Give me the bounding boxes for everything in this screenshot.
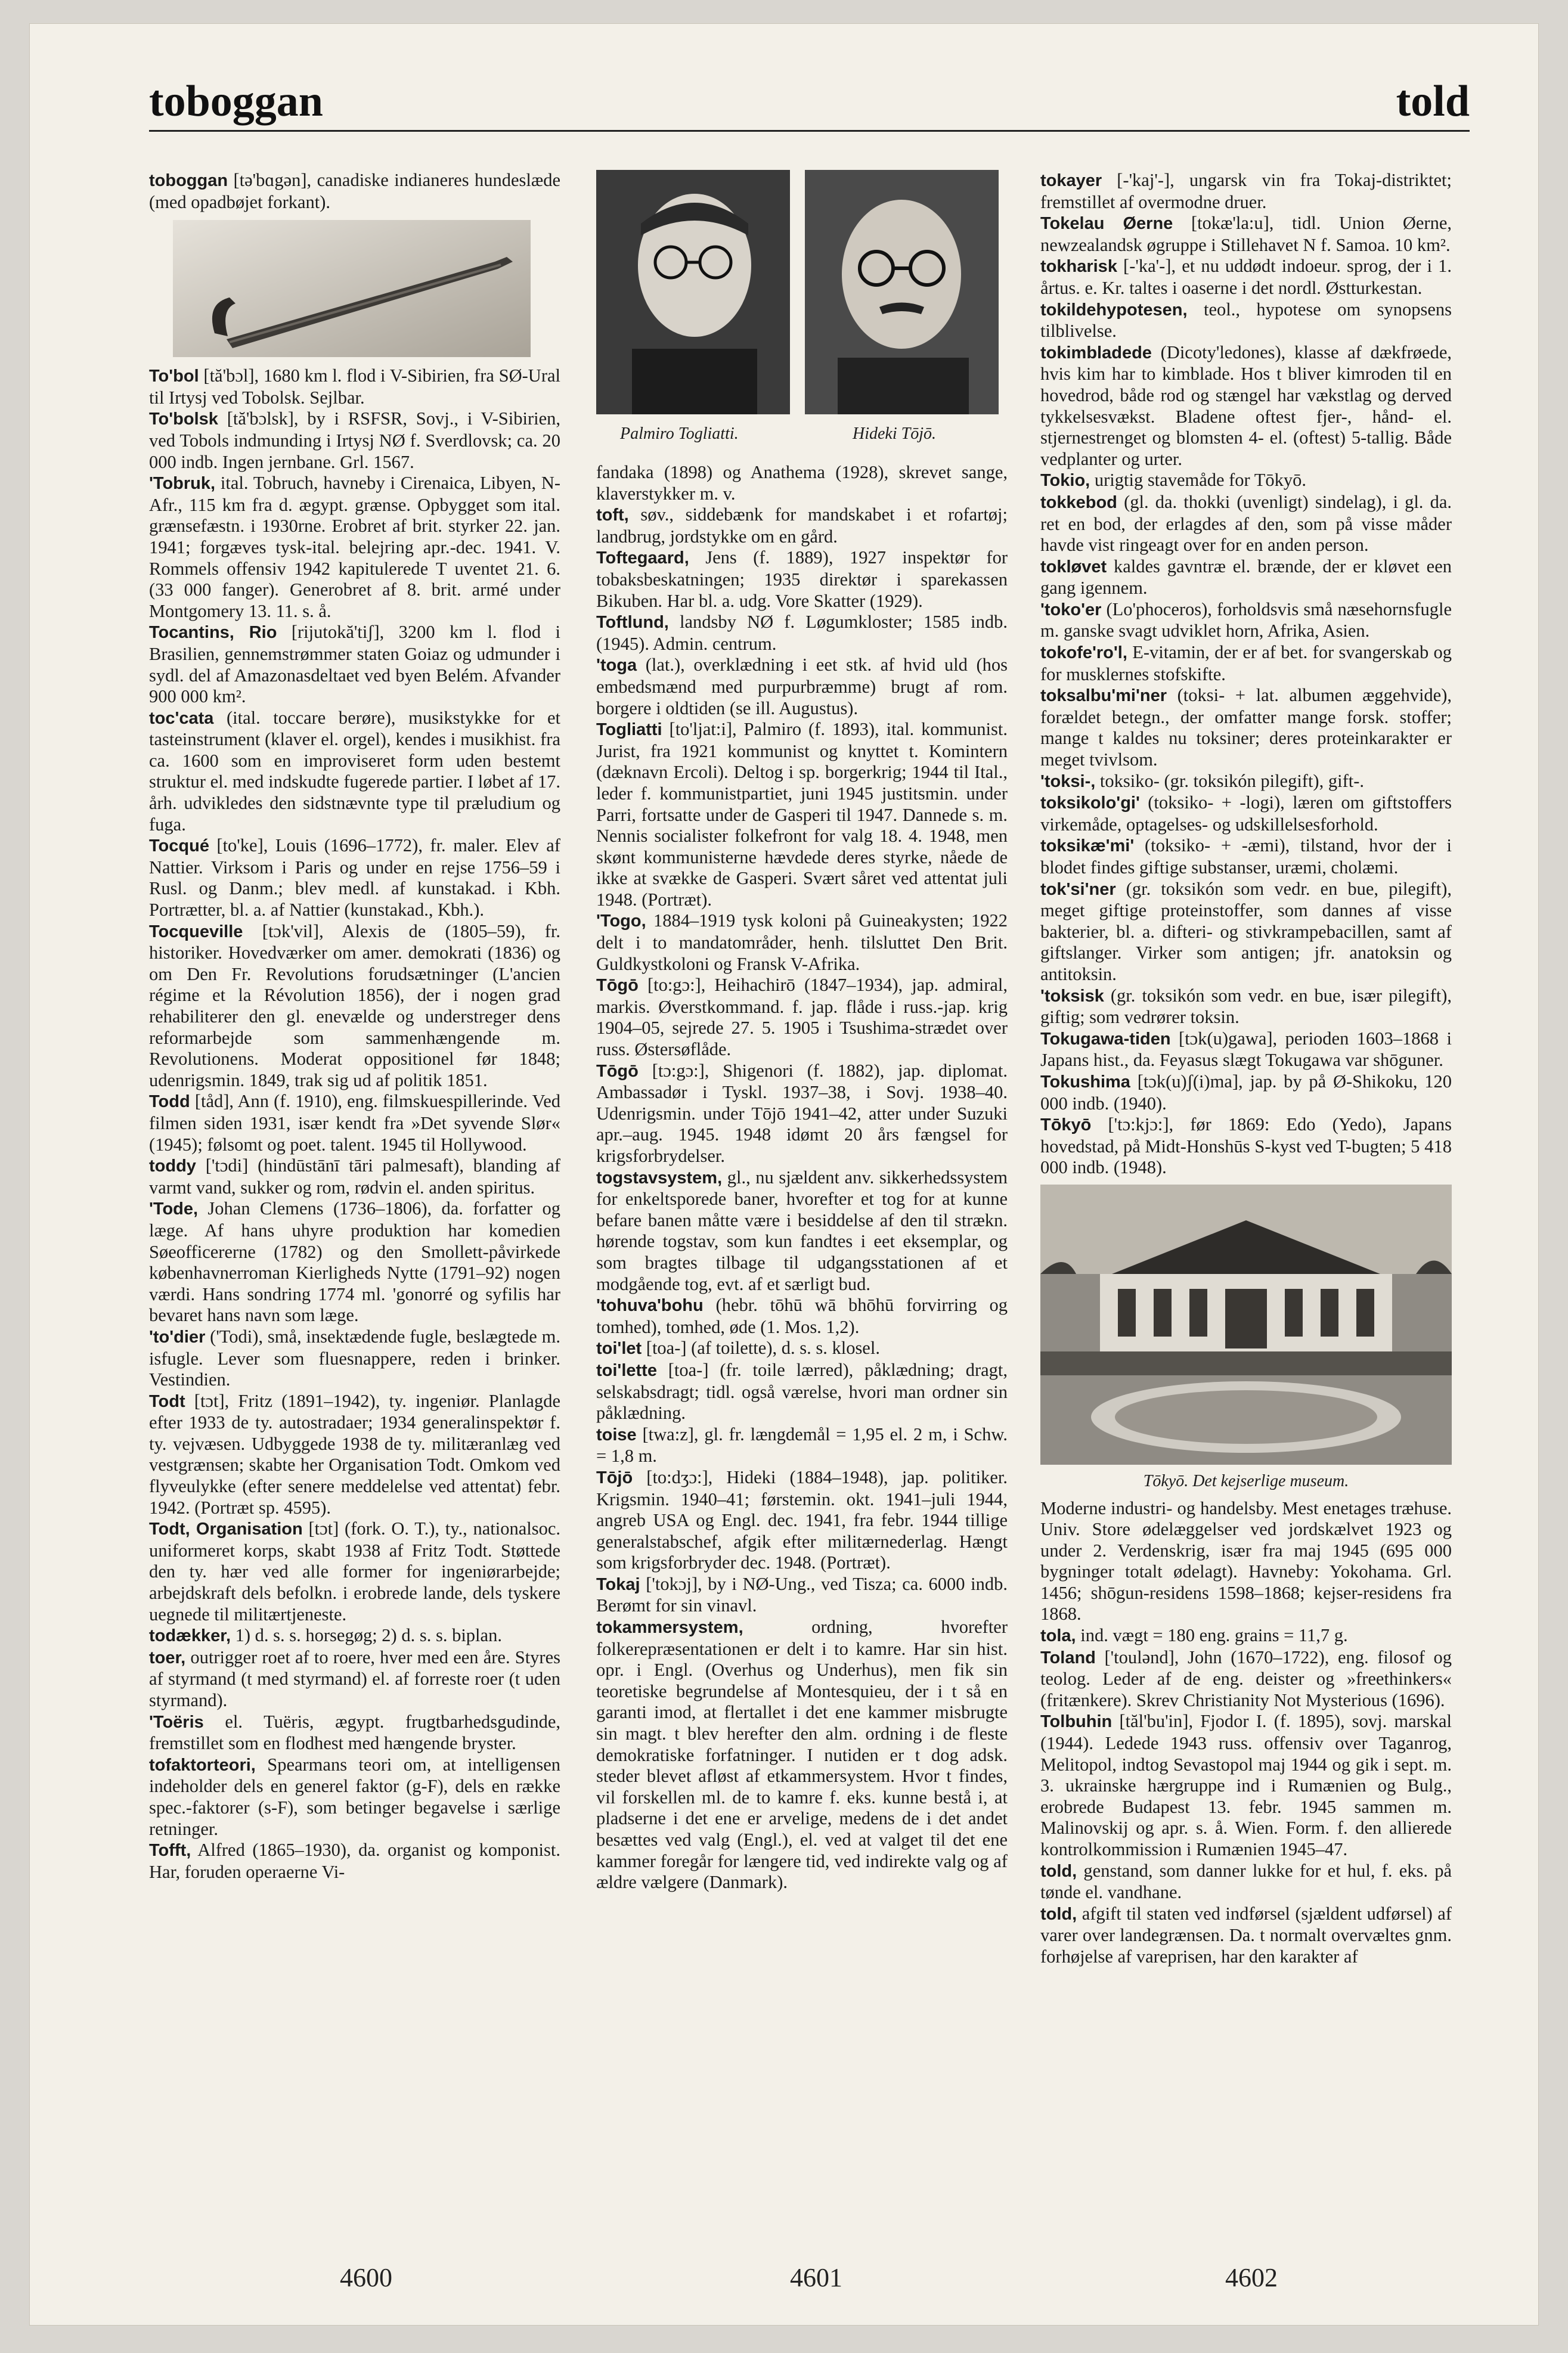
tojo-portrait bbox=[805, 170, 999, 414]
entry-headword: Tokio, bbox=[1040, 471, 1090, 491]
dictionary-entry bbox=[149, 1518, 560, 1625]
toboggan-sled-image bbox=[173, 220, 531, 357]
entry-definition: (Lo'phoceros), forholdsvis små næsehornsfugle m. ganske svagt udviklet horn, Afrika, Asien. bbox=[1040, 599, 1452, 641]
entry-definition: [to'ke], Louis (1696–1772), fr. maler. Elev af Nattier. Virksom i Paris og under en rejse 1756–59 i Rusl. og Danm.; blev medl. af kunstakad. i Kbh. Portrætter, bl. a. af Nattier (kunstakad., Kbh.). bbox=[149, 835, 560, 920]
dictionary-entry bbox=[596, 975, 1008, 1060]
entry-headword: Tocantins, Rio bbox=[149, 623, 277, 643]
entry-headword: Tōgō bbox=[596, 976, 639, 996]
entry-headword: tofaktorteori, bbox=[149, 1755, 256, 1775]
entry-definition: Spearmans teori om, at intelligensen indeholder dels en generel faktor (g-F), dels en række spec.-faktorer (s-F), som betinger begavelse i særlige retninger. bbox=[149, 1754, 560, 1839]
dictionary-entry bbox=[1040, 1861, 1452, 1904]
dictionary-entry bbox=[149, 1391, 560, 1519]
entry-headword: togstavsystem, bbox=[596, 1168, 723, 1188]
dictionary-entry bbox=[1040, 1904, 1452, 1968]
dictionary-entry bbox=[1040, 1071, 1452, 1114]
entry-headword: Toland bbox=[1040, 1648, 1096, 1667]
entry-headword: tokharisk bbox=[1040, 257, 1117, 277]
dictionary-entry bbox=[1040, 685, 1452, 770]
dictionary-entry bbox=[149, 365, 560, 408]
entry-definition: kaldes gavntræ el. brænde, der er kløvet een gang igennem. bbox=[1040, 556, 1452, 599]
dictionary-entry bbox=[1040, 299, 1452, 342]
dictionary-entry bbox=[149, 1155, 560, 1198]
header-rule bbox=[149, 130, 1470, 132]
dictionary-entry bbox=[1040, 771, 1452, 793]
entry-headword: tok'si'ner bbox=[1040, 879, 1116, 899]
entry-definition: [tɔk(u)ʃ(i)ma], jap. by på Ø-Shikoku, 120 000 indb. (1940). bbox=[1040, 1071, 1452, 1114]
entry-headword: To'bolsk bbox=[149, 410, 218, 429]
entry-definition: [toa-] (fr. toile lærred), påklædning; dragt, selskabsdragt; tidl. også værelse, hvori man ordner sin påklædning. bbox=[596, 1359, 1008, 1424]
dictionary-entry bbox=[149, 1625, 560, 1647]
entry-definition: (Dicoty'ledones), klasse af dækfrøede, hvis kim har to kimblade. Hos t bliver kimroden til en hovedrod, både rod og stængel har vækstlag og derved tykkelsesvækst. Bladene oftest fjer-, hånd- el. stjernestrenget og blomsten 4- el. (oftest) 5-tallig. Både vedplanter og urter. bbox=[1040, 342, 1452, 469]
page-number-1: 4600 bbox=[340, 2263, 392, 2292]
dictionary-entry bbox=[1040, 792, 1452, 835]
entry-definition: ['toulənd], John (1670–1722), eng. filosof og teolog. Leder af de eng. deister og »freethinkers« (fritænkere). Skrev Christianity Not Mysterious (1696). bbox=[1040, 1647, 1452, 1710]
entry-definition: (lat.), overklædning i eet stk. af hvid uld (hos embedsmænd med purpurbræmme) brugt af rom. borgere i oldtiden (se ill. Augustus). bbox=[596, 655, 1008, 718]
entry-headword: Tōgō bbox=[596, 1061, 639, 1081]
entry-headword: 'Tode, bbox=[149, 1199, 199, 1219]
entry-definition: [tɔt], Fritz (1891–1942), ty. ingeniør. Planlagde efter 1933 de ty. autostradaer; 1934 generalinspektør f. ty. vejvæsen. Udbyggede 1938 de ty. militæranlæg ved vestgrænsen; skabte her Organisation Todt. Omkom ved flyveulykke (efter senere meddelelse ved attentat) febr. 1942. (Portræt sp. 4595). bbox=[149, 1390, 560, 1518]
entry-definition: [toa-] (af toilette), d. s. s. klosel. bbox=[642, 1338, 880, 1359]
dictionary-entry bbox=[149, 473, 560, 622]
entry-definition: Jens (f. 1889), 1927 inspektør for tobaksbeskatningen; 1935 direktør i sparekassen Bikuben. Har bl. a. udg. Vore Skatter (1929). bbox=[596, 547, 1008, 611]
entry-headword: Tōkyō bbox=[1040, 1115, 1092, 1135]
dictionary-entry bbox=[1040, 213, 1452, 256]
dictionary-entry bbox=[149, 170, 560, 213]
tojo-caption: Hideki Tōjō. bbox=[853, 424, 936, 443]
dictionary-entry bbox=[1040, 879, 1452, 985]
dictionary-entry bbox=[1040, 470, 1452, 492]
entry-definition: [tɔt] (fork. O. T.), ty., nationalsoc. uniformeret korps, skabt 1938 af Fritz Todt. Støttede den ty. hær ved alle former for ingeniørarbejde; arbejdskraft dels befolkn. i erobrede lande, dels tyskere uegnede til militærtjeneste. bbox=[149, 1518, 560, 1625]
column-2 bbox=[596, 170, 1008, 2197]
entry-headword: 'toko'er bbox=[1040, 600, 1102, 619]
entry-definition: [-'kaj'-], ungarsk vin fra Tokaj-distriktet; fremstillet af overmodne druer. bbox=[1040, 170, 1452, 212]
entry-headword: Togliatti bbox=[596, 720, 662, 740]
entry-definition: [tă'bɔlsk], by i RSFSR, Sovj., i V-Sibirien, ved Tobols indmunding i Irtysj NØ f. Sverdlovsk; ca. 20 000 indb. Ingen jernbane. Grl. 1567. bbox=[149, 408, 560, 472]
dictionary-entry bbox=[596, 1061, 1008, 1167]
entry-definition: ['tokɔj], by i NØ-Ung., ved Tisza; ca. 6000 indb. Berømt for sin vinavl. bbox=[596, 1573, 1008, 1616]
dictionary-entry bbox=[1040, 1114, 1452, 1179]
column-3 bbox=[1040, 170, 1452, 2197]
entry-headword: 'toga bbox=[596, 656, 637, 675]
running-head-left: toboggan bbox=[149, 77, 323, 126]
entry-definition: toksiko- (gr. toksikón pilegift), gift-. bbox=[1095, 770, 1364, 791]
dictionary-entry bbox=[149, 835, 560, 920]
entry-definition: [tə'bɑgən], canadiske indianeres hundeslæde (med opadbøjet forkant). bbox=[149, 170, 560, 212]
dictionary-entry bbox=[149, 1754, 560, 1840]
entry-headword: tokløvet bbox=[1040, 557, 1107, 576]
entry-headword: 'toksi-, bbox=[1040, 771, 1096, 791]
entry-definition: teol., hypotese om synopsens tilblivelse. bbox=[1040, 299, 1452, 342]
entry-headword: toer, bbox=[149, 1648, 186, 1667]
entry-definition: outrigger roet af to roere, hver med een åre. Styres af styrmand (t med styrmand) el. af forreste roer (t uden styrmand). bbox=[149, 1647, 560, 1710]
dictionary-entry bbox=[596, 910, 1008, 975]
dictionary-entry bbox=[1040, 1647, 1452, 1712]
running-head-right: told bbox=[1396, 77, 1470, 126]
entry-headword: tokayer bbox=[1040, 171, 1102, 190]
entry-definition: ['tɔdi] (hindūstānī tāri palmesaft), blanding af varmt vand, sukker og rom, rødvin el. anden spiritus. bbox=[149, 1155, 560, 1198]
entry-headword: Tocqueville bbox=[149, 922, 243, 941]
entry-headword: tokofe'ro'l, bbox=[1040, 643, 1127, 663]
dictionary-entry bbox=[1040, 642, 1452, 685]
entry-definition: landsby NØ f. Løgumkloster; 1585 indb. (1945). Admin. centrum. bbox=[596, 612, 1008, 654]
dictionary-entry bbox=[149, 708, 560, 836]
togliatti-caption: Palmiro Togliatti. bbox=[620, 424, 739, 443]
entry-headword: Tokugawa-tiden bbox=[1040, 1029, 1171, 1049]
entry-definition: [to:gɔ:], Heihachirō (1847–1934), jap. admiral, markis. Øverstkommand. f. jap. flåde i russ.-jap. krig 1904–05, sejrede 27. 5. 1905 i Tsushima-strædet over russ. Østersøflåde. bbox=[596, 975, 1008, 1060]
dictionary-entry bbox=[1040, 1498, 1452, 1626]
dictionary-entry bbox=[596, 1617, 1008, 1893]
page-number-3: 4602 bbox=[1225, 2263, 1278, 2292]
entry-definition: ['tɔ:kjɔ:], før 1869: Edo (Yedo), Japans hovedstad, på Midt-Honshūs S-kyst ved T-bugten; 5 418 000 indb. (1948). bbox=[1040, 1114, 1452, 1178]
dictionary-entry bbox=[596, 1338, 1008, 1360]
entry-headword: 'to'dier bbox=[149, 1327, 206, 1347]
entry-headword: Tokelau Øerne bbox=[1040, 214, 1173, 234]
entry-headword: Toftegaard, bbox=[596, 548, 689, 568]
entry-definition: el. Tuëris, ægypt. frugtbarhedsgudinde, fremstillet som en flodhest med hængende bryster. bbox=[149, 1711, 560, 1754]
entry-headword: tokammersystem, bbox=[596, 1618, 743, 1638]
entry-definition: [tăl'bu'in], Fjodor I. (f. 1895), sovj. marskal (1944). Ledede 1943 russ. offensiv over Taganrog, Melitopol, indtog Sevastopol maj 1944 og gik i sept. m. 3. ukrainske hærgruppe ind i Rumænien og Bulg., erobrede Budapest 13. febr. 1945 sammen m. Malinovskij og apr. s. å. Wien. Form. f. den allierede kontrolkommission i Rumænien 1945–47. bbox=[1040, 1711, 1452, 1859]
dictionary-entry bbox=[596, 462, 1008, 504]
entry-definition: ordning, hvorefter folkerepræsentationen er delt i to kamre. Har sin hist. opr. i Engl. (Overhus og Underhus), men fik sin teoretiske begrundelse af Montesquieu, der i t så en garanti imod, at flertallet i det ene kammer misbrugte sin magt. t blev herefter den alm. ordning i de fleste demokratiske forfatninger. I nutiden er t dog adsk. steder blevet afløst af etkammersystem. Hvor t findes, vil forskellen ml. de to kamre f. eks. kunne bestå i, at pladserne i det ene er arvelige, medens de i det andet besættes ved valg (Engl.), el. ved at valget til det ene kammer foregår for længere tid, ved indirekte valg og af ældre vælgere (Danmark). bbox=[596, 1617, 1008, 1893]
entry-definition: E-vitamin, der er af bet. for svangerskab og for musklernes stofskifte. bbox=[1040, 642, 1452, 684]
entry-headword: toi'let bbox=[596, 1339, 642, 1359]
entry-headword: Todt, Organisation bbox=[149, 1520, 303, 1539]
entry-definition: [tɔk'vil], Alexis de (1805–59), fr. historiker. Hovedværker om amer. demokrati (1836) og om Den Fr. Revolutions forudsætninger (L'ancien régime et la Révolution 1856), der i nogen grad rehabiliterer den gl. enevælde og understreger dens reformarbejde som sammenhængende m. Revolutionens. Moderat oppositionel før 1848; udenrigsmin. 1849, trak sig ud af politik 1851. bbox=[149, 920, 560, 1090]
tokyo-caption: Tōkyō. Det kejserlige museum. bbox=[1143, 1471, 1349, 1490]
dictionary-entry bbox=[596, 1424, 1008, 1467]
entry-definition: genstand, som danner lukke for et hul, f. eks. på tønde el. vandhane. bbox=[1040, 1860, 1452, 1903]
entry-definition: [tɔk(u)gawa], perioden 1603–1868 i Japans hist., da. Feyasus slægt Tokugawa var shōguner. bbox=[1040, 1028, 1452, 1071]
entry-headword: Tōjō bbox=[596, 1468, 633, 1487]
entry-definition: (gr. toksikón som vedr. en bue, især pilegift), giftig; som vedrører toksin. bbox=[1040, 985, 1452, 1028]
column-1 bbox=[149, 170, 560, 2197]
entry-definition: [twa:z], gl. fr. længdemål = 1,95 el. 2 m, i Schw. = 1,8 m. bbox=[596, 1424, 1008, 1467]
dictionary-entry bbox=[596, 1167, 1008, 1295]
entry-definition: ('Todi), små, insektædende fugle, beslægtede m. isfugle. Lever som fluesnappere, reden i brinker. Vestindien. bbox=[149, 1326, 560, 1390]
entry-definition: [rijutokă'tiʃ], 3200 km l. flod i Brasilien, gennemstrømmer staten Goiaz og udmunder i sydl. del af Amazonasdeltaet ved byen Belém. Afvander 900 000 km². bbox=[149, 622, 560, 707]
dictionary-entry bbox=[596, 547, 1008, 612]
entry-headword: toft, bbox=[596, 506, 629, 525]
entry-headword: Toftlund, bbox=[596, 613, 669, 633]
dictionary-entry bbox=[149, 1840, 560, 1883]
dictionary-entry bbox=[1040, 342, 1452, 470]
dictionary-entry bbox=[1040, 1711, 1452, 1860]
entry-headword: Todt bbox=[149, 1391, 185, 1411]
dictionary-entry bbox=[596, 612, 1008, 655]
entry-headword: tokkebod bbox=[1040, 492, 1117, 512]
dictionary-entry bbox=[1040, 599, 1452, 642]
entry-headword: toksalbu'mi'ner bbox=[1040, 686, 1167, 706]
entry-headword: 'tohuva'bohu bbox=[596, 1296, 704, 1316]
entry-definition: (toksiko- + -æmi), tilstand, hvor der i blodet findes giftige substanser, uræmi, cholæmi. bbox=[1040, 835, 1452, 878]
entry-headword: Tocqué bbox=[149, 836, 209, 856]
entry-definition: urigtig stavemåde for Tōkyō. bbox=[1090, 470, 1307, 491]
entry-definition: [tåd], Ann (f. 1910), eng. filmskuespillerinde. Ved filmen siden 1931, især kendt fra »Det syvende Slør« (1945); følsomt og poet. talent. 1945 til Hollywood. bbox=[149, 1091, 560, 1155]
tokyo-museum-photo bbox=[1040, 1185, 1452, 1465]
entry-headword: Tokaj bbox=[596, 1574, 640, 1594]
entry-definition: 1) d. s. s. horsegøg; 2) d. s. s. biplan. bbox=[231, 1625, 502, 1646]
entry-definition: (gl. da. thokki (uvenligt) sindelag), i gl. da. ret en bod, der erlagdes af den, som på visse måder havde vist ringeagt over for en anden person. bbox=[1040, 491, 1452, 556]
entry-headword: toksikæ'mi' bbox=[1040, 836, 1135, 856]
entry-definition: afgift til staten ved indførsel (sjældent udførsel) af varer over landegrænsen. Da. t normalt overvæltes gnm. forhøjelse af vareprisen, har den karakter af bbox=[1040, 1903, 1452, 1967]
dictionary-entry bbox=[1040, 492, 1452, 556]
entry-headword: To'bol bbox=[149, 367, 199, 386]
dictionary-entry bbox=[149, 1647, 560, 1712]
entry-definition: (toksiko- + -logi), læren om giftstoffers virkemåde, optagelses- og udskillelsesforhold. bbox=[1040, 792, 1452, 835]
dictionary-entry bbox=[1040, 985, 1452, 1028]
dictionary-entry bbox=[596, 655, 1008, 719]
entry-headword: tola, bbox=[1040, 1626, 1076, 1646]
entry-definition: [-'ka'-], et nu uddødt indoeur. sprog, der i 1. årtus. e. Kr. taltes i oaserne i det nordl. Østturkestan. bbox=[1040, 256, 1452, 298]
entry-definition: [tokæ'la:u], tidl. Union Øerne, newzealandsk øgruppe i Stillehavet N f. Samoa. 10 km². bbox=[1040, 213, 1452, 255]
togliatti-portrait bbox=[596, 170, 790, 414]
dictionary-entry bbox=[149, 1326, 560, 1391]
entry-headword: tokimbladede bbox=[1040, 343, 1152, 362]
entry-definition: Moderne industri- og handelsby. Mest enetages træhuse. Univ. Store ødelæggelser ved jordskælvet 1923 og under 2. Verdenskrig, især fra maj 1945 (695 000 bygninger totalt ødelagt). Havneby: Yokohama. Grl. 1456; shōgun-residens 1598–1868; kejser-residens fra 1868. bbox=[1040, 1498, 1452, 1625]
entry-headword: told, bbox=[1040, 1861, 1077, 1881]
dictionary-entry bbox=[596, 1467, 1008, 1574]
entry-headword: todækker, bbox=[149, 1626, 231, 1646]
entry-headword: 'toksisk bbox=[1040, 986, 1104, 1006]
dictionary-entry bbox=[596, 1574, 1008, 1617]
entry-definition: Alfred (1865–1930), da. organist og komponist. Har, foruden operaerne Vi- bbox=[149, 1840, 560, 1882]
entry-definition: Johan Clemens (1736–1806), da. forfatter og læge. Af hans uhyre produktion har komedien Søeofficererne (1782) og den Smollett-påvirkede københavnerroman Kierligheds Nytte (1791–92) nogen værdi. Hans sondring 1774 ml. 'gonorré og syfilis har bevaret hans navn som læge. bbox=[149, 1198, 560, 1326]
page-number-2: 4601 bbox=[790, 2263, 842, 2292]
entry-definition: [tă'bɔl], 1680 km l. flod i V-Sibirien, fra SØ-Ural til Irtysj ved Tobolsk. Sejlbar. bbox=[149, 365, 560, 408]
toboggan-illustration bbox=[173, 220, 531, 357]
dictionary-entry bbox=[1040, 256, 1452, 299]
entry-headword: toksikolo'gi' bbox=[1040, 793, 1140, 813]
dictionary-entry bbox=[596, 504, 1008, 547]
entry-headword: toboggan bbox=[149, 171, 228, 190]
dictionary-entry bbox=[149, 408, 560, 473]
dictionary-entry bbox=[149, 921, 560, 1092]
entry-definition: søv., siddebænk for mandskabet i et rofartøj; landbrug, jordstykke om en gård. bbox=[596, 504, 1008, 547]
entry-headword: toddy bbox=[149, 1157, 196, 1176]
entry-definition: [to'ljat:i], Palmiro (f. 1893), ital. kommunist. Jurist, fra 1921 kommunist og knyttet t. Komintern (dæknavn Ercoli). Deltog i sp. borgerkrig; 1944 til Ital., leder f. kommunistpartiet, juni 1945 justitsmin. under Parri, fortsatte under de Gasperi til 1947. Dannede s. m. Nennis socialister folkefront for valg 18. 4. 1948, men skønt kommunisterne hævdede deres styrke, nåede de ikke at svække de Gasperi. Svært såret ved attentat juli 1948. (Portræt). bbox=[596, 719, 1008, 910]
entry-headword: 'Toëris bbox=[149, 1712, 204, 1732]
entry-headword: tokildehypotesen, bbox=[1040, 300, 1188, 320]
portraits-figure bbox=[596, 170, 1008, 450]
entry-definition: gl., nu sjældent anv. sikkerhedssystem for enkeltsporede baner, hvorefter et tog for at kunne befare banen måtte være i besiddelse af den til strækn. hørende togstav, som kun fandtes i eet eksemplar, og som bragtes tilbage til udgangsstationen af et modgående tog, evt. af et særligt bud. bbox=[596, 1167, 1008, 1294]
entry-definition: fandaka (1898) og Anathema (1928), skrevet sange, klaverstykker m. v. bbox=[596, 462, 1008, 504]
entry-definition: (toksi- + lat. albumen æggehvide), forældet betegn., der omfatter mange forsk. stoffer; mange t kaldes nu toksiner; deres proteinkarakter er meget tvivlsom. bbox=[1040, 685, 1452, 770]
entry-definition: [to:dʒɔ:], Hideki (1884–1948), jap. politiker. Krigsmin. 1940–41; førstemin. okt. 1941–juli 1944, angreb USA og Engl. dec. 1941, fra febr. 1944 tillige generalstabschef, afgik efter militærnederlag. Hængt som krigsforbryder dec. 1948. (Portræt). bbox=[596, 1467, 1008, 1573]
entry-definition: ind. vægt = 180 eng. grains = 11,7 g. bbox=[1076, 1625, 1348, 1646]
entry-headword: toc'cata bbox=[149, 708, 214, 728]
dictionary-entry bbox=[1040, 1028, 1452, 1071]
entry-headword: toi'lette bbox=[596, 1360, 657, 1380]
entry-definition: ital. Tobruch, havneby i Cirenaica, Libyen, N-Afr., 115 km fra d. ægypt. grænse. Opbygget som ital. grænsefæstn. i 1930rne. Erobret af brit. styrker 22. jan. 1941; forgæves tysk-ital. belejring apr.-dec. 1941. V. Rommels offensiv 1942 kapitulerede T uventet 21. 6. (33 000 fanger). Generobret af 8. brit. armé under Montgomery 13. 11. s. å. bbox=[149, 473, 560, 621]
dictionary-entry bbox=[596, 1360, 1008, 1424]
entry-headword: toise bbox=[596, 1425, 637, 1444]
dictionary-entry bbox=[149, 622, 560, 707]
entry-headword: Todd bbox=[149, 1092, 190, 1112]
dictionary-entry bbox=[1040, 170, 1452, 213]
entry-headword: 'Togo, bbox=[596, 912, 646, 931]
dictionary-entry bbox=[1040, 556, 1452, 599]
entry-definition: 1884–1919 tysk koloni på Guineakysten; 1922 delt i to mandatområder, henh. tilsluttet Den Brit. Guldkystkoloni og Fransk V-Afrika. bbox=[596, 910, 1008, 974]
entry-headword: Tofft, bbox=[149, 1841, 191, 1861]
entry-headword: told, bbox=[1040, 1904, 1077, 1924]
dictionary-entry bbox=[1040, 835, 1452, 878]
dictionary-page bbox=[30, 24, 1538, 2325]
dictionary-entry bbox=[149, 1091, 560, 1155]
entry-definition: (hebr. tōhū wā bhōhū forvirring og tomhed), tomhed, øde (1. Mos. 1,2). bbox=[596, 1295, 1008, 1337]
dictionary-entry bbox=[596, 1295, 1008, 1338]
entry-headword: Tokushima bbox=[1040, 1072, 1130, 1092]
entry-headword: 'Tobruk, bbox=[149, 474, 216, 494]
entry-definition: (ital. toccare berøre), musikstykke for et tasteinstrument (klaver el. orgel), kendes i musikhist. fra ca. 1600 som en improviseret form uden bestemt struktur el. med indskudte fugerede partier. I løbet af 17. årh. udvikledes den sidstnævnte type til præludium og fuga. bbox=[149, 707, 560, 835]
entry-definition: [tɔ:gɔ:], Shigenori (f. 1882), jap. diplomat. Ambassadør i Tyskl. 1937–38, i Sovj. 1938–40. Udenrigsmin. under Tōjō 1941–42, atter under Suzuki apr.–aug. 1945. 1948 idømt 20 års fængsel for krigsforbrydelser. bbox=[596, 1060, 1008, 1166]
entry-definition: (gr. toksikón som vedr. en bue, pilegift), meget giftige proteinstoffer, som dannes af visse bakterier, bl. a. difteri- og stivkrampebacillen, samt af giftslanger. Virker som antigen; jfr. anatoksin og antitoksin. bbox=[1040, 878, 1452, 984]
dictionary-entry bbox=[1040, 1625, 1452, 1647]
entry-headword: Tolbuhin bbox=[1040, 1712, 1113, 1732]
dictionary-entry bbox=[149, 1198, 560, 1326]
dictionary-entry bbox=[596, 719, 1008, 910]
dictionary-entry bbox=[149, 1712, 560, 1754]
